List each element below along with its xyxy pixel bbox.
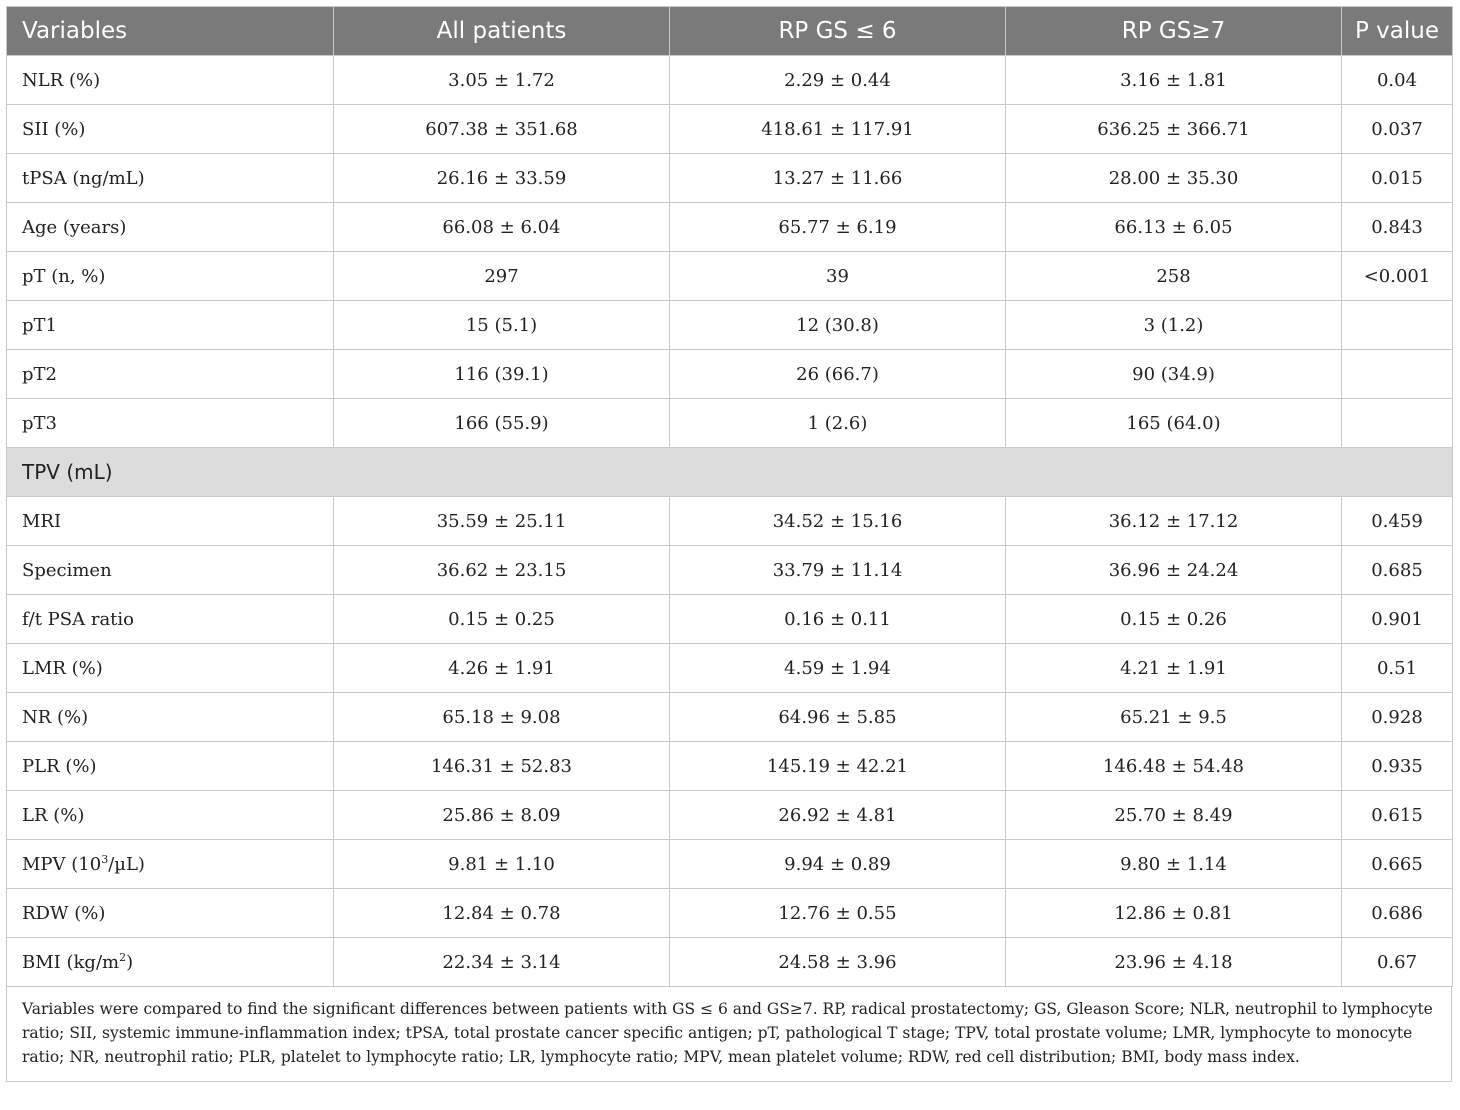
cell-p: 0.015: [1342, 154, 1453, 203]
cell-gs6: 13.27 ± 11.66: [670, 154, 1006, 203]
cell-p: 0.459: [1342, 497, 1453, 546]
cell-all: 65.18 ± 9.08: [334, 693, 670, 742]
cell-all: 166 (55.9): [334, 399, 670, 448]
table-row: [7, 399, 1453, 448]
header-all-patients: All patients: [334, 7, 670, 56]
cell-gs6: 418.61 ± 117.91: [670, 105, 1006, 154]
cell-gs7: 165 (64.0): [1006, 399, 1342, 448]
cell-p: 0.685: [1342, 546, 1453, 595]
cell-gs6: 12 (30.8): [670, 301, 1006, 350]
row-label: NLR (%): [7, 56, 334, 105]
row-label-text: BMI (kg/m: [22, 951, 120, 973]
cell-gs7: 3 (1.2): [1006, 301, 1342, 350]
cell-p: 0.615: [1342, 791, 1453, 840]
header-row: [7, 7, 1453, 56]
cell-p: 0.686: [1342, 889, 1453, 938]
cell-gs6: 26 (66.7): [670, 350, 1006, 399]
table-row: [7, 840, 1453, 889]
cell-p: 0.67: [1342, 938, 1453, 987]
table-row: [7, 154, 1453, 203]
table-row: [7, 56, 1453, 105]
cell-gs7: 36.12 ± 17.12: [1006, 497, 1342, 546]
cell-p: 0.04: [1342, 56, 1453, 105]
row-label: MRI: [7, 497, 334, 546]
section-row-tpv: [7, 448, 1453, 497]
row-label: pT2: [7, 350, 334, 399]
cell-all: 35.59 ± 25.11: [334, 497, 670, 546]
cell-gs6: 26.92 ± 4.81: [670, 791, 1006, 840]
table-row: [7, 644, 1453, 693]
row-label: Age (years): [7, 203, 334, 252]
cell-p: 0.037: [1342, 105, 1453, 154]
cell-p: [1342, 399, 1453, 448]
cell-all: 22.34 ± 3.14: [334, 938, 670, 987]
table-footnote: Variables were compared to find the significant differences between patients with GS ≤ 6 and GS≥7. RP, radical prostatectomy; GS, Gleason Score; NLR, neutrophil to lymphocyte ratio; SII, systemic immune-inflammation index; tPSA, total prostate cancer specific antigen; pT, pathological T stage; TPV, total prostate volume; LMR, lymphocyte to monocyte ratio; NR, neutrophil ratio; PLR, platelet to lymphocyte ratio; LR, lymphocyte ratio; MPV, mean platelet volume; RDW, red cell distribution; BMI, body mass index.: [6, 987, 1452, 1082]
cell-all: 4.26 ± 1.91: [334, 644, 670, 693]
cell-all: 607.38 ± 351.68: [334, 105, 670, 154]
cell-p: 0.928: [1342, 693, 1453, 742]
cell-p: [1342, 350, 1453, 399]
cell-gs7: 66.13 ± 6.05: [1006, 203, 1342, 252]
table-container: [6, 6, 1452, 1082]
cell-gs7: 258: [1006, 252, 1342, 301]
table-row: [7, 350, 1453, 399]
table-row: [7, 497, 1453, 546]
table-row: [7, 938, 1453, 987]
cell-all: 66.08 ± 6.04: [334, 203, 670, 252]
cell-gs6: 34.52 ± 15.16: [670, 497, 1006, 546]
table-row: [7, 301, 1453, 350]
cell-all: 146.31 ± 52.83: [334, 742, 670, 791]
row-label: LMR (%): [7, 644, 334, 693]
cell-gs7: 146.48 ± 54.48: [1006, 742, 1342, 791]
cell-all: 297: [334, 252, 670, 301]
section-label: TPV (mL): [7, 448, 1453, 497]
table-row: [7, 203, 1453, 252]
cell-all: 9.81 ± 1.10: [334, 840, 670, 889]
cell-gs7: 9.80 ± 1.14: [1006, 840, 1342, 889]
cell-p: 0.51: [1342, 644, 1453, 693]
row-label-text: MPV (10: [22, 853, 102, 875]
cell-gs6: 145.19 ± 42.21: [670, 742, 1006, 791]
cell-p: 0.665: [1342, 840, 1453, 889]
row-label: pT1: [7, 301, 334, 350]
row-label: f/t PSA ratio: [7, 595, 334, 644]
row-label-text: /µL): [108, 853, 145, 875]
row-label: NR (%): [7, 693, 334, 742]
cell-gs6: 0.16 ± 0.11: [670, 595, 1006, 644]
cell-gs6: 39: [670, 252, 1006, 301]
header-p-value: P value: [1342, 7, 1453, 56]
cell-gs6: 9.94 ± 0.89: [670, 840, 1006, 889]
cell-gs7: 3.16 ± 1.81: [1006, 56, 1342, 105]
cell-all: 15 (5.1): [334, 301, 670, 350]
row-label-text: ): [126, 951, 134, 973]
cell-gs7: 23.96 ± 4.18: [1006, 938, 1342, 987]
cell-all: 36.62 ± 23.15: [334, 546, 670, 595]
cell-gs6: 1 (2.6): [670, 399, 1006, 448]
row-label: pT (n, %): [7, 252, 334, 301]
cell-gs7: 65.21 ± 9.5: [1006, 693, 1342, 742]
row-label: Specimen: [7, 546, 334, 595]
cell-all: 25.86 ± 8.09: [334, 791, 670, 840]
cell-gs7: 0.15 ± 0.26: [1006, 595, 1342, 644]
cell-p: <0.001: [1342, 252, 1453, 301]
cell-gs7: 90 (34.9): [1006, 350, 1342, 399]
table-row: [7, 252, 1453, 301]
cell-all: 0.15 ± 0.25: [334, 595, 670, 644]
row-label: SII (%): [7, 105, 334, 154]
cell-gs6: 4.59 ± 1.94: [670, 644, 1006, 693]
cell-p: 0.935: [1342, 742, 1453, 791]
cell-gs7: 36.96 ± 24.24: [1006, 546, 1342, 595]
cell-gs7: 4.21 ± 1.91: [1006, 644, 1342, 693]
table-row: [7, 105, 1453, 154]
cell-gs7: 25.70 ± 8.49: [1006, 791, 1342, 840]
row-label-superscript: 3: [101, 852, 109, 866]
cell-all: 12.84 ± 0.78: [334, 889, 670, 938]
row-label: tPSA (ng/mL): [7, 154, 334, 203]
header-rp-gs-le-6: RP GS ≤ 6: [670, 7, 1006, 56]
row-label: pT3: [7, 399, 334, 448]
table-row: [7, 791, 1453, 840]
cell-gs6: 12.76 ± 0.55: [670, 889, 1006, 938]
row-label: RDW (%): [7, 889, 334, 938]
table-row: [7, 889, 1453, 938]
table-row: [7, 742, 1453, 791]
row-label-superscript: 2: [119, 950, 127, 964]
table-row: [7, 546, 1453, 595]
cell-gs6: 64.96 ± 5.85: [670, 693, 1006, 742]
cell-p: [1342, 301, 1453, 350]
cell-gs7: 28.00 ± 35.30: [1006, 154, 1342, 203]
cell-gs6: 65.77 ± 6.19: [670, 203, 1006, 252]
row-label: LR (%): [7, 791, 334, 840]
data-table: [6, 6, 1453, 987]
row-label: [7, 938, 334, 987]
cell-gs7: 636.25 ± 366.71: [1006, 105, 1342, 154]
cell-all: 116 (39.1): [334, 350, 670, 399]
cell-gs6: 24.58 ± 3.96: [670, 938, 1006, 987]
row-label: [7, 840, 334, 889]
header-rp-gs-ge-7: RP GS≥7: [1006, 7, 1342, 56]
header-variables: Variables: [7, 7, 334, 56]
table-row: [7, 595, 1453, 644]
cell-gs7: 12.86 ± 0.81: [1006, 889, 1342, 938]
cell-gs6: 2.29 ± 0.44: [670, 56, 1006, 105]
cell-gs6: 33.79 ± 11.14: [670, 546, 1006, 595]
cell-p: 0.901: [1342, 595, 1453, 644]
table-row: [7, 693, 1453, 742]
row-label: PLR (%): [7, 742, 334, 791]
cell-p: 0.843: [1342, 203, 1453, 252]
cell-all: 3.05 ± 1.72: [334, 56, 670, 105]
cell-all: 26.16 ± 33.59: [334, 154, 670, 203]
